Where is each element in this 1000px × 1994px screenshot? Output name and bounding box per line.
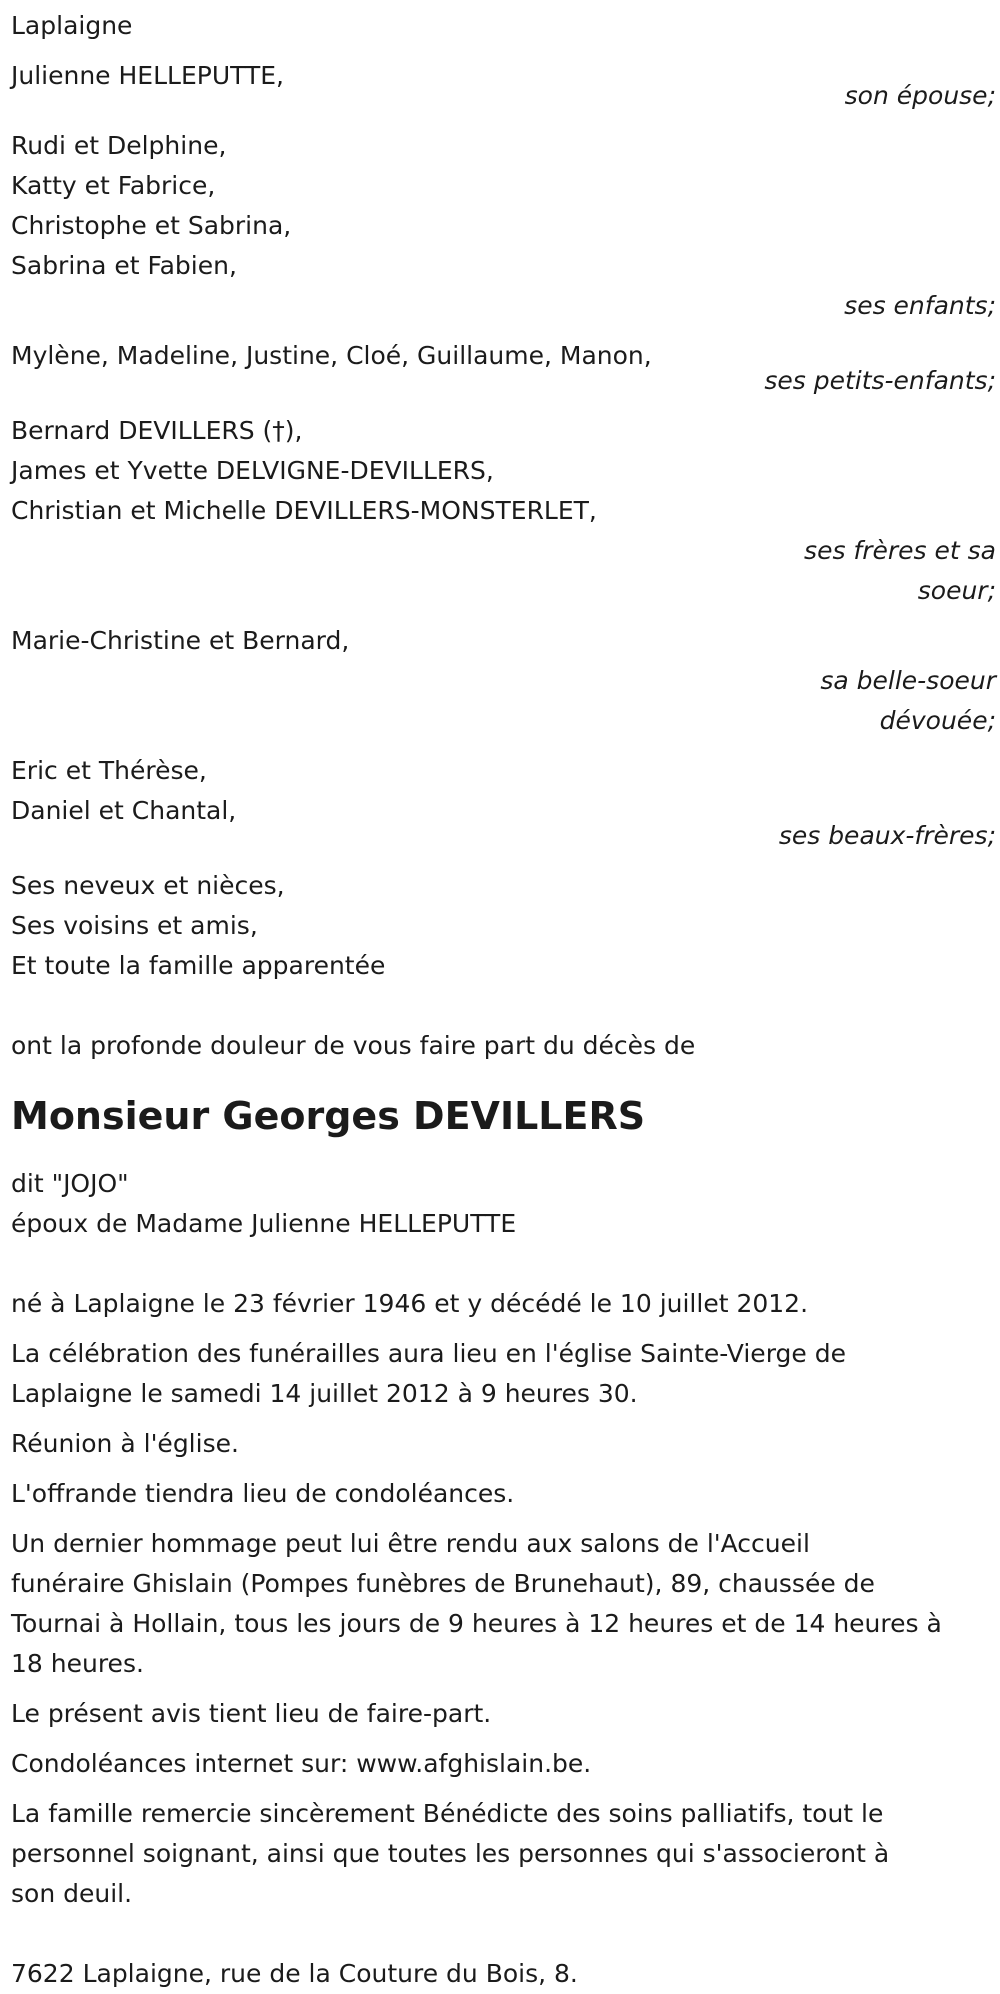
paragraph-line: 18 heures.: [11, 1649, 144, 1678]
paragraph-line: Réunion à l'église.: [11, 1429, 239, 1458]
family-name: Mylène, Madeline, Justine, Cloé, Guillaume, Manon,: [11, 341, 652, 370]
family-name: Rudi et Delphine,: [11, 131, 227, 160]
paragraph-line: La famille remercie sincèrement Bénédicte des soins palliatifs, tout le: [11, 1799, 884, 1828]
family-group-spouse: [11, 56, 996, 116]
family-role: ses frères et sa: [804, 536, 996, 565]
family-name: Eric et Thérèse,: [11, 756, 207, 785]
address-line: 7622 Laplaigne, rue de la Couture du Bois, 8.: [11, 1959, 578, 1988]
family-name: Et toute la famille apparentée: [11, 951, 386, 980]
obituary-notice: [11, 6, 996, 1994]
paragraph-line: funéraire Ghislain (Pompes funèbres de Brunehaut), 89, chaussée de: [11, 1569, 875, 1598]
family-name: Bernard DEVILLERS (†),: [11, 416, 303, 445]
condolences-paragraph: [11, 1744, 996, 1784]
family-role: son épouse;: [844, 81, 996, 110]
paragraph-line: Un dernier hommage peut lui être rendu aux salons de l'Accueil: [11, 1529, 810, 1558]
funeral-paragraph: [11, 1334, 996, 1414]
paragraph-line: son deuil.: [11, 1879, 133, 1908]
family-name: Ses neveux et nièces,: [11, 871, 285, 900]
paragraph-line: L'offrande tiendra lieu de condoléances.: [11, 1479, 515, 1508]
announcement-text: ont la profonde douleur de vous faire part du décès de: [11, 1031, 696, 1060]
family-name: Sabrina et Fabien,: [11, 251, 237, 280]
family-group-brothers-in-law: [11, 751, 996, 856]
deceased-name: Monsieur Georges DEVILLERS: [11, 1094, 646, 1138]
family-group-grandchildren: [11, 336, 996, 401]
paragraph-line: Laplaigne le samedi 14 juillet 2012 à 9 heures 30.: [11, 1379, 638, 1408]
family-role: ses petits-enfants;: [764, 366, 996, 395]
paragraph-line: personnel soignant, ainsi que toutes les personnes qui s'associeront à: [11, 1839, 890, 1868]
place-header: Laplaigne: [11, 11, 133, 40]
birth-death-paragraph: [11, 1284, 996, 1324]
family-name: Christian et Michelle DEVILLERS-MONSTERLET,: [11, 496, 597, 525]
family-name: Christophe et Sabrina,: [11, 211, 292, 240]
nickname-line: dit "JOJO": [11, 1169, 129, 1198]
family-group-others: [11, 866, 996, 986]
family-group-children: [11, 126, 996, 326]
tribute-paragraph: [11, 1524, 996, 1684]
family-group-siblings: [11, 411, 996, 611]
thanks-paragraph: [11, 1794, 996, 1914]
family-role: ses beaux-frères;: [778, 821, 996, 850]
family-name: James et Yvette DELVIGNE-DEVILLERS,: [11, 456, 494, 485]
family-name: Katty et Fabrice,: [11, 171, 216, 200]
meeting-paragraph: [11, 1424, 996, 1464]
family-group-sister-in-law: [11, 621, 996, 741]
spouse-line: époux de Madame Julienne HELLEPUTTE: [11, 1209, 517, 1238]
family-role: soeur;: [917, 576, 996, 605]
notice-paragraph: [11, 1694, 996, 1734]
family-name: Marie-Christine et Bernard,: [11, 626, 350, 655]
paragraph-line: né à Laplaigne le 23 février 1946 et y décédé le 10 juillet 2012.: [11, 1289, 809, 1318]
family-name: Ses voisins et amis,: [11, 911, 258, 940]
offering-paragraph: [11, 1474, 996, 1514]
family-name: Julienne HELLEPUTTE,: [11, 61, 284, 90]
family-role: sa belle-soeur: [820, 666, 996, 695]
paragraph-line: Tournai à Hollain, tous les jours de 9 heures à 12 heures et de 14 heures à: [11, 1609, 942, 1638]
family-role: dévouée;: [879, 706, 996, 735]
paragraph-line: Le présent avis tient lieu de faire-part.: [11, 1699, 492, 1728]
paragraph-line: Condoléances internet sur: www.afghislain.be.: [11, 1749, 592, 1778]
paragraph-line: La célébration des funérailles aura lieu en l'église Sainte-Vierge de: [11, 1339, 846, 1368]
family-role: ses enfants;: [844, 291, 996, 320]
family-name: Daniel et Chantal,: [11, 796, 237, 825]
